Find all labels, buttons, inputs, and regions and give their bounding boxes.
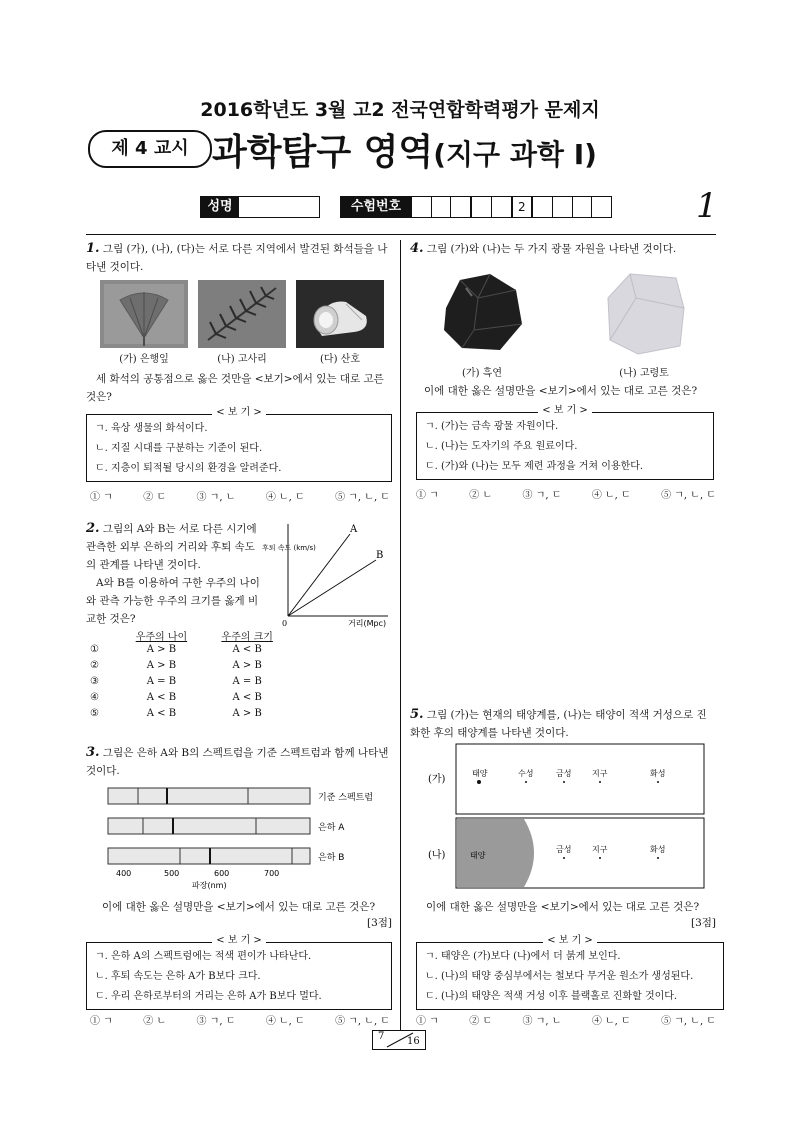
- graphite-image: [438, 268, 526, 358]
- body-label: 화성: [650, 769, 666, 778]
- graph-label-a: A: [350, 524, 358, 535]
- bogi-item: ㄴ. 후퇴 속도는 은하 A가 B보다 크다.: [95, 971, 261, 982]
- mineral-caption-a: (가) 흑연: [462, 368, 502, 379]
- answer-choice[interactable]: ④ ㄴ, ㄷ: [265, 1016, 305, 1027]
- axis-tick: 600: [214, 869, 230, 878]
- answer-choice[interactable]: ② ㄴ: [143, 1016, 167, 1027]
- bogi-item: ㄴ. (나)는 도자기의 주요 원료이다.: [425, 441, 578, 452]
- page-current: 7: [378, 1031, 385, 1042]
- graph-x-label: 거리(Mpc): [348, 619, 387, 628]
- question-5-bogi-box: [416, 935, 724, 1010]
- kaolin-image: [600, 268, 688, 358]
- bogi-item: ㄴ. 지질 시대를 구분하는 기준이 된다.: [95, 443, 263, 454]
- axis-tick: 500: [164, 869, 180, 878]
- answer-choice[interactable]: ③ ㄱ, ㄴ: [196, 492, 236, 503]
- table-header: 우주의 나이: [135, 632, 188, 643]
- body-label: 지구: [592, 845, 608, 854]
- body-label: 수성: [518, 769, 534, 778]
- bogi-item: ㄴ. (나)의 태양 중심부에서는 철보다 무거운 원소가 생성된다.: [425, 971, 694, 982]
- period-badge: 제 4 교시: [88, 130, 212, 168]
- question-5-choices: [416, 1012, 716, 1027]
- area-title-sub: (지구 과학 Ⅰ): [433, 138, 597, 171]
- question-5-text: [410, 706, 716, 742]
- bogi-item: ㄱ. 태양은 (가)보다 (나)에서 더 붉게 보인다.: [425, 951, 621, 962]
- coral-fossil-image: [296, 280, 384, 348]
- exam-number-cell[interactable]: [531, 197, 552, 217]
- question-3-bogi-box: [86, 935, 392, 1010]
- exam-number-cell[interactable]: [431, 197, 451, 217]
- galaxy-b-spectrum: [108, 848, 310, 864]
- question-4-number: 4.: [410, 241, 424, 256]
- hubble-graph: [262, 520, 392, 630]
- answer-choice[interactable]: ① ㄱ: [90, 1016, 113, 1027]
- bogi-item: ㄷ. (나)의 태양은 적색 거성 이후 블랙홀로 진화할 것이다.: [425, 991, 678, 1002]
- spectrum-label: 은하 A: [318, 823, 345, 833]
- table-row[interactable]: ② A > B A > B: [90, 660, 262, 671]
- planet-dot: [657, 857, 659, 859]
- axis-label: 파장(nm): [192, 881, 227, 890]
- table-row[interactable]: ① A > B A < B: [90, 644, 262, 655]
- question-2-number: 2.: [86, 521, 100, 536]
- question-3-number: 3.: [86, 745, 100, 760]
- answer-choice[interactable]: ③ ㄱ, ㄷ: [522, 490, 562, 501]
- question-4-choices: [416, 486, 716, 501]
- body-label: 화성: [650, 845, 666, 854]
- red-giant-sun: [457, 819, 534, 887]
- answer-choice[interactable]: ⑤ ㄱ, ㄴ, ㄷ: [335, 1016, 390, 1027]
- exam-number-cell[interactable]: [411, 197, 431, 217]
- answer-choice[interactable]: ④ ㄴ, ㄷ: [265, 492, 305, 503]
- body-label: 지구: [592, 769, 608, 778]
- question-2-stem: 그림의 A와 B는 서로 다른 시기에 관측한 외부 은하의 거리와 후퇴 속도의 관계를 나타낸 것이다.: [86, 523, 257, 571]
- question-1-text: [86, 240, 392, 276]
- fossil-caption-c: (다) 산호: [320, 354, 360, 365]
- spectra-diagram: [100, 782, 390, 894]
- answer-choice[interactable]: ④ ㄴ, ㄷ: [591, 490, 631, 501]
- table-row[interactable]: ⑤ A < B A > B: [90, 708, 262, 719]
- question-4-stem: 그림 (가)와 (나)는 두 가지 광물 자원을 나타낸 것이다.: [426, 243, 677, 255]
- axis-tick: 400: [116, 869, 132, 878]
- graph-origin: 0: [282, 619, 288, 628]
- page-number: 1: [696, 186, 718, 226]
- question-3-choices: [90, 1012, 390, 1027]
- bogi-item: ㄷ. 우리 은하로부터의 거리는 은하 A가 B보다 멀다.: [95, 991, 322, 1002]
- body-label: 금성: [556, 845, 572, 854]
- mineral-caption-b: (나) 고령토: [619, 368, 669, 379]
- sun-dot: [477, 780, 481, 784]
- body-label: 태양: [472, 769, 488, 778]
- fossil-caption-b: (나) 고사리: [217, 354, 267, 365]
- answer-choice[interactable]: ① ㄱ: [416, 490, 439, 501]
- question-1-bogi-box: [86, 407, 392, 482]
- question-4-text: [410, 240, 716, 258]
- area-title-main: 과학탐구 영역: [212, 132, 434, 173]
- question-5-prompt: 이에 대한 옳은 설명만을 <보기>에서 있는 대로 고른 것은?: [426, 901, 700, 913]
- planet-dot: [525, 781, 527, 783]
- axis-tick: 700: [264, 869, 280, 878]
- panel-label: (가): [428, 774, 446, 785]
- exam-number-cell[interactable]: [572, 197, 592, 217]
- graph-line-b: [288, 560, 376, 616]
- bogi-item: ㄱ. (가)는 금속 광물 자원이다.: [425, 421, 559, 432]
- exam-number-cell[interactable]: [491, 197, 511, 217]
- planet-dot: [599, 857, 601, 859]
- name-label: 성명: [201, 197, 239, 217]
- spectrum-label: 기준 스펙트럼: [318, 793, 374, 803]
- question-1-choices: [90, 488, 390, 503]
- exam-number-cell[interactable]: 2: [511, 197, 532, 217]
- body-label: 태양: [470, 851, 486, 860]
- exam-number-cell[interactable]: [552, 197, 572, 217]
- question-3-points: [3점]: [366, 917, 392, 929]
- ginkgo-fossil-image: [100, 280, 188, 348]
- question-1-number: 1.: [86, 241, 100, 256]
- answer-choice[interactable]: ③ ㄱ, ㄷ: [196, 1016, 236, 1027]
- graph-y-label: 후퇴 속도 (km/s): [262, 544, 316, 552]
- table-header: 우주의 크기: [221, 632, 273, 643]
- question-1-prompt: 세 화석의 공통점으로 옳은 것만을 <보기>에서 있는 대로 고른 것은?: [86, 373, 384, 403]
- header-divider: [86, 234, 716, 235]
- answer-choice[interactable]: ④ ㄴ, ㄷ: [591, 1016, 631, 1027]
- question-5-points: [3점]: [690, 917, 716, 929]
- answer-choice[interactable]: ⑤ ㄱ, ㄴ, ㄷ: [661, 490, 716, 501]
- column-divider: [400, 240, 401, 1030]
- page-indicator: [372, 1030, 426, 1050]
- bogi-item: ㄱ. 육상 생물의 화석이다.: [95, 423, 208, 434]
- exam-number-cell[interactable]: [591, 197, 611, 217]
- question-3-text: [86, 744, 392, 780]
- exam-number-cell[interactable]: [470, 197, 491, 217]
- answer-choice[interactable]: ① ㄱ: [416, 1016, 439, 1027]
- planet-dot: [563, 857, 565, 859]
- body-label: 금성: [556, 769, 572, 778]
- exam-number-field[interactable]: [340, 196, 612, 218]
- planet-dot: [657, 781, 659, 783]
- bogi-title: < 보 기 >: [543, 935, 597, 946]
- bogi-item: ㄷ. (가)와 (나)는 모두 제련 과정을 거쳐 이용한다.: [425, 461, 644, 472]
- question-5-stem: 그림 (가)는 현재의 태양계를, (나)는 태양이 적색 거성으로 진화한 후의 태양계를 나타낸 것이다.: [410, 709, 707, 739]
- fern-fossil-image: [198, 280, 286, 348]
- answer-choice[interactable]: ② ㄷ: [469, 1016, 493, 1027]
- bogi-title: < 보 기 >: [212, 407, 266, 418]
- table-row[interactable]: ③ A = B A = B: [90, 676, 262, 687]
- exam-number-cell[interactable]: [450, 197, 470, 217]
- planet-dot: [599, 781, 601, 783]
- question-4-prompt: 이에 대한 옳은 설명만을 <보기>에서 있는 대로 고른 것은?: [424, 385, 698, 397]
- galaxy-a-spectrum: [108, 818, 310, 834]
- answer-choice[interactable]: ② ㄷ: [143, 492, 167, 503]
- bogi-item: ㄱ. 은하 A의 스펙트럼에는 적색 편이가 나타난다.: [95, 951, 312, 962]
- area-title: [212, 124, 597, 175]
- graph-label-b: B: [376, 550, 384, 561]
- table-row[interactable]: ④ A < B A < B: [90, 692, 262, 703]
- answer-choice[interactable]: ⑤ ㄱ, ㄴ, ㄷ: [335, 492, 390, 503]
- exam-number-label: 수험번호: [341, 197, 411, 217]
- panel-label: (나): [428, 850, 446, 861]
- question-3-prompt: 이에 대한 옳은 설명만을 <보기>에서 있는 대로 고른 것은?: [102, 901, 376, 913]
- question-1-stem: 그림 (가), (나), (다)는 서로 다른 지역에서 발견된 화석들을 나타낸 것이다.: [86, 243, 388, 273]
- question-2-prompt: A와 B를 이용하여 구한 우주의 나이와 관측 가능한 우주의 크기를 옳게 비교한 것은?: [86, 577, 260, 625]
- question-5-number: 5.: [410, 707, 424, 722]
- answer-choice[interactable]: ② ㄴ: [469, 490, 493, 501]
- name-input-area[interactable]: [239, 197, 319, 217]
- exam-top-title: 2016학년도 3월 고2 전국연합학력평가 문제지: [200, 99, 600, 121]
- planet-dot: [563, 781, 565, 783]
- question-4-bogi-box: [416, 405, 714, 480]
- answer-choice[interactable]: ① ㄱ: [90, 492, 113, 503]
- fossil-caption-a: (가) 은행잎: [119, 354, 169, 365]
- name-field[interactable]: [200, 196, 320, 218]
- solar-system-diagram: [416, 742, 708, 892]
- question-3-stem: 그림은 은하 A와 B의 스펙트럼을 기준 스펙트럼과 함께 나타낸 것이다.: [86, 747, 389, 777]
- page-total: 16: [407, 1036, 420, 1047]
- bogi-item: ㄷ. 지층이 퇴적될 당시의 환경을 알려준다.: [95, 463, 282, 474]
- answer-choice[interactable]: ③ ㄱ, ㄴ: [522, 1016, 562, 1027]
- spectrum-label: 은하 B: [318, 853, 345, 863]
- current-solar-system-panel: [456, 744, 704, 814]
- question-2-text: [86, 520, 264, 574]
- question-2-table: [90, 628, 290, 724]
- bogi-title: < 보 기 >: [212, 935, 266, 946]
- bogi-title: < 보 기 >: [538, 405, 592, 416]
- reference-spectrum: [108, 788, 310, 804]
- answer-choice[interactable]: ⑤ ㄱ, ㄴ, ㄷ: [661, 1016, 716, 1027]
